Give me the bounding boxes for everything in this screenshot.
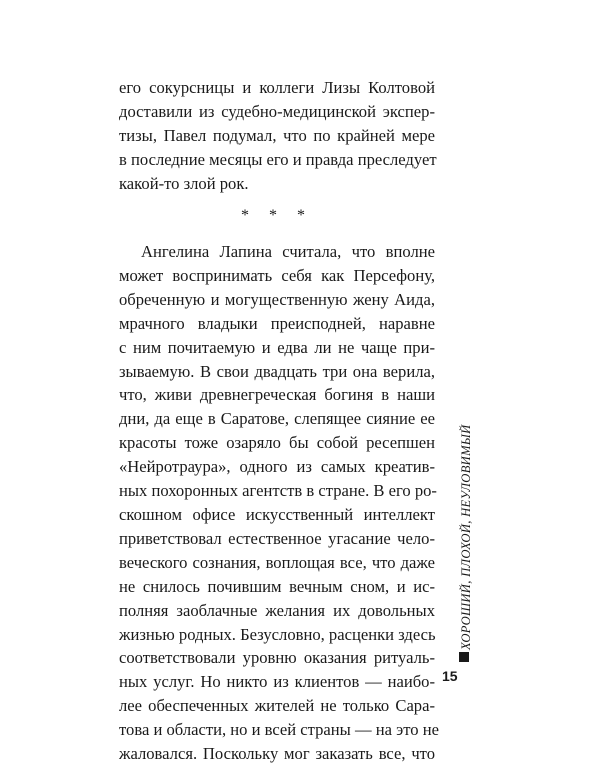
square-marker-icon (459, 652, 469, 662)
section-separator: * * * (241, 207, 313, 224)
paragraph-continued (119, 76, 435, 196)
text-line: жизнью родных. Безусловно, расценки здесь (119, 624, 436, 644)
running-title: ХОРОШИЙ, ПЛОХОЙ, НЕУЛОВИМЫЙ (459, 424, 473, 650)
text-line: может воспринимать себя как Персефону, (119, 265, 435, 285)
text-line: «Нейротраура», одного из самых креатив- (119, 457, 435, 477)
text-line: обреченную и могущественную жену Аида, (119, 289, 435, 309)
text-line: тизы, Павел подумал, что по крайней мере (119, 125, 435, 145)
text-line: красоты тоже озаряло бы собой ресепшен (119, 433, 435, 453)
text-line: ных услуг. Но никто из клиентов — наибо- (119, 672, 435, 692)
text-line: его сокурсницы и коллеги Лизы Колтовой (119, 78, 435, 97)
text-line: доставили из судебно-медицинской экспер- (119, 101, 435, 121)
text-line: полняя заоблачные желания их довольных (119, 600, 435, 620)
text-line: ных похоронных агентств в стране. В его ро- (119, 481, 437, 501)
text-line: не снилось почившим вечным сном, и ис- (119, 576, 435, 596)
text-line: веческого сознания, воплощая все, что даже (119, 552, 435, 572)
text-line: Ангелина Лапина считала, что вполне (141, 242, 435, 261)
text-line: соответствовали уровню оказания ритуаль- (119, 648, 435, 668)
text-line: зываемую. В свои двадцать три она верила, (119, 361, 435, 381)
text-line: что, живи древнегреческая богиня в наши (119, 385, 435, 405)
text-line: мрачного владыки преисподней, наравне (119, 313, 435, 333)
text-line: с ним почитаемую и едва ли не чаще при- (119, 337, 435, 357)
text-line: скошном офисе искусственный интеллект (119, 504, 435, 524)
page-number: 15 (442, 668, 458, 684)
text-line: това и области, но и всей страны — на это не (119, 720, 439, 740)
text-line: лее обеспеченных жителей не только Сара- (119, 696, 435, 716)
text-line: дни, да еще в Саратове, слепящее сияние ее (119, 409, 435, 429)
text-line: в последние месяцы его и правда преследует (119, 149, 437, 169)
text-line: жаловался. Поскольку мог заказать все, что (119, 744, 435, 764)
text-line: приветствовал естественное угасание чело- (119, 528, 435, 548)
paragraph-main (119, 240, 439, 766)
text-line: какой-то злой рок. (119, 173, 249, 193)
